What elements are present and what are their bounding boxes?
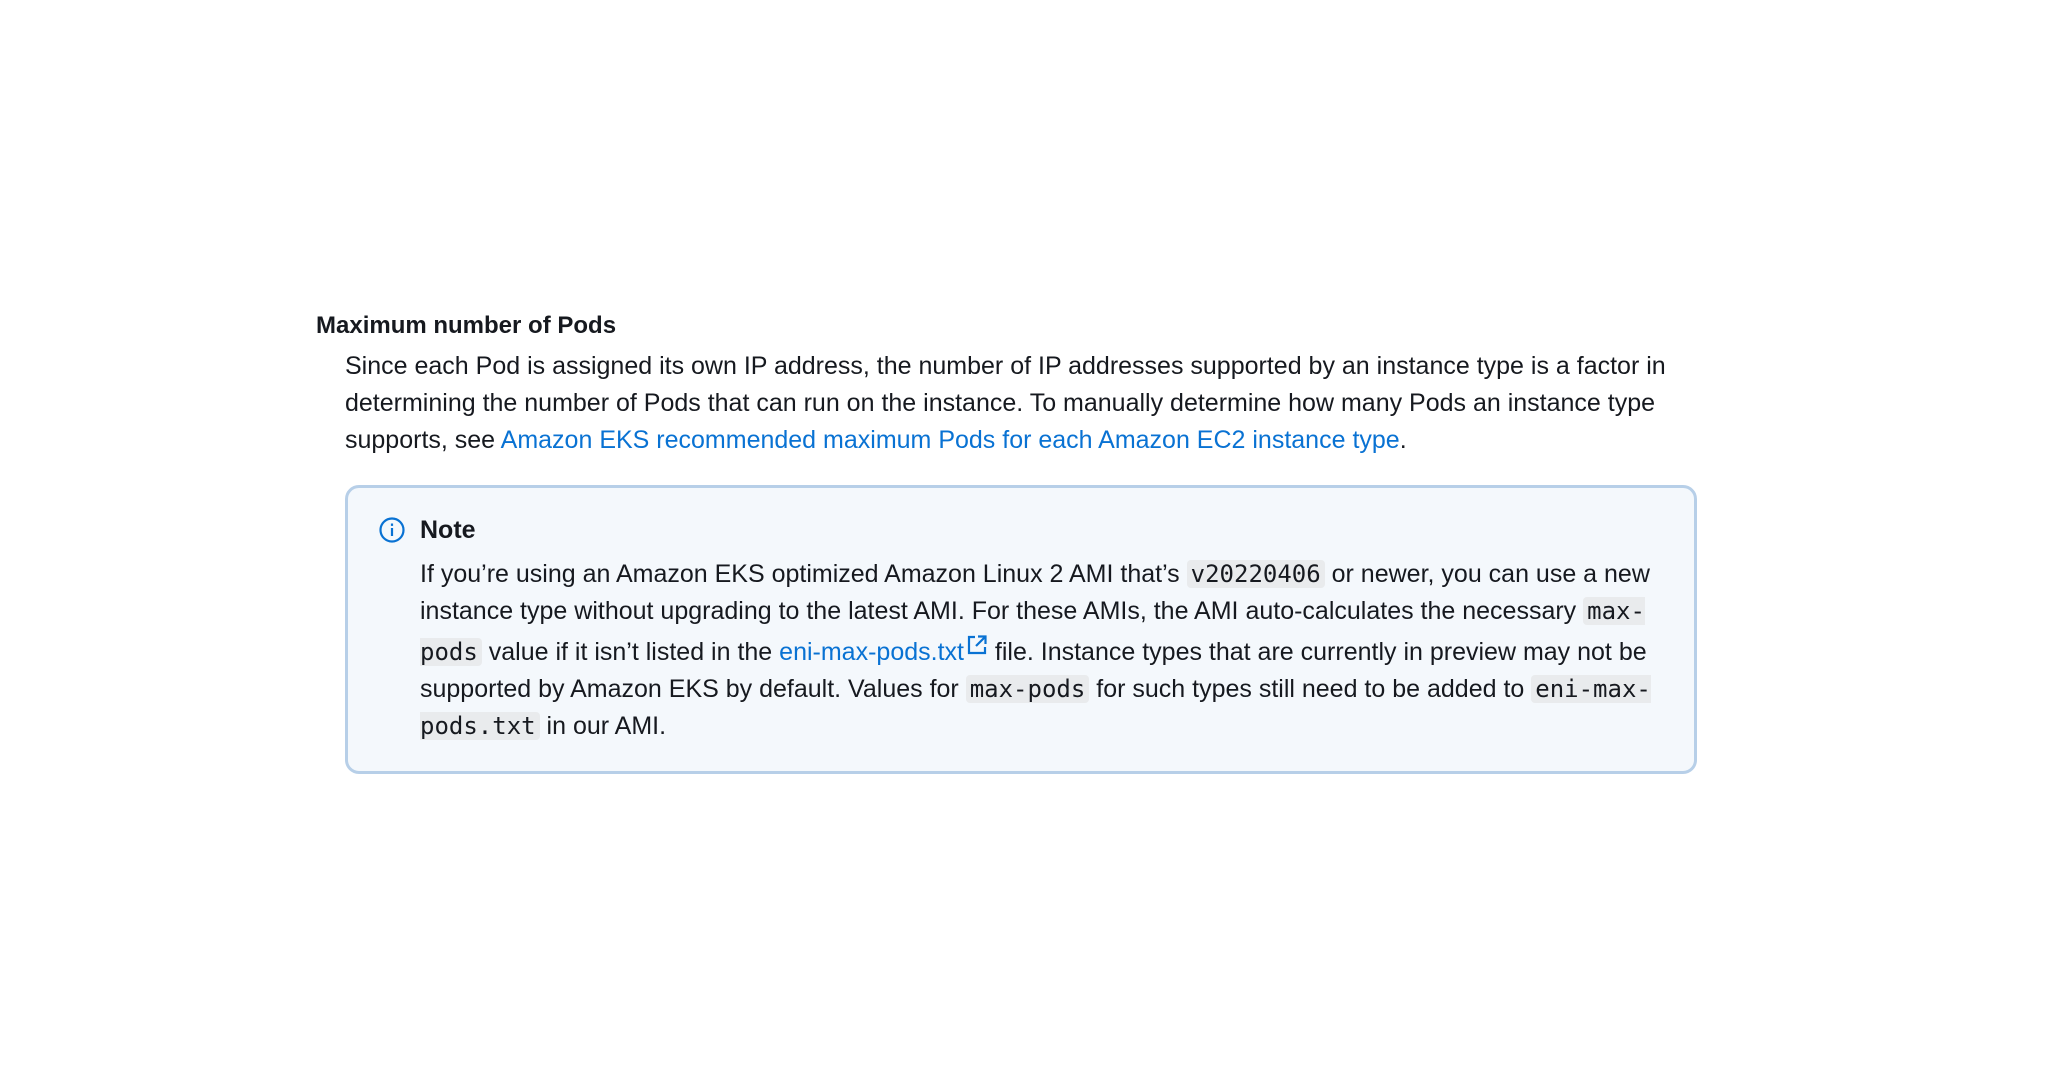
note-header: [378, 510, 1664, 550]
max-pods-doc-link[interactable]: Amazon EKS recommended maximum Pods for each Amazon EC2 instance type: [500, 426, 1400, 454]
note-title: Note: [420, 515, 476, 544]
eni-max-pods-link[interactable]: [779, 638, 988, 666]
note-body: [420, 556, 1664, 745]
max-pods-section: [316, 308, 1716, 774]
max-pods-code-2: max-pods: [966, 675, 1090, 703]
note-text-5: for such types still need to be added to: [1089, 675, 1532, 703]
note-box: [345, 485, 1697, 774]
external-link-icon: [966, 630, 988, 652]
ami-version-code: v20220406: [1187, 560, 1325, 588]
note-text-3: value if it isn’t listed in the: [481, 638, 780, 666]
eni-max-pods-code: eni-max-pods.txt: [420, 675, 1651, 740]
intro-paragraph: [345, 348, 1735, 459]
eni-max-pods-link-label: eni-max-pods.txt: [779, 638, 964, 666]
note-text-4: file. Instance types that are currently in preview may not be supported by Amazon EKS by default. Values for: [420, 638, 1647, 703]
intro-end: .: [1399, 426, 1407, 454]
max-pods-code: max-pods: [420, 597, 1645, 666]
intro-text: Since each Pod is assigned its own IP address, the number of IP addresses supported by an instance type is a factor in determining the number of Pods that can run on the instance. To manually determine how many Pods an instance type supports, see: [345, 352, 1666, 454]
info-icon: [378, 516, 406, 544]
note-text-6: in our AMI.: [539, 712, 667, 740]
section-term: Maximum number of Pods: [316, 312, 617, 339]
note-text-1: If you’re using an Amazon EKS optimized Amazon Linux 2 AMI that’s: [420, 560, 1187, 588]
note-text-2: or newer, you can use a new instance type without upgrading to the latest AMI. For these AMIs, the AMI auto-calculates the necessary: [420, 560, 1650, 625]
section-definition: [345, 348, 1735, 774]
